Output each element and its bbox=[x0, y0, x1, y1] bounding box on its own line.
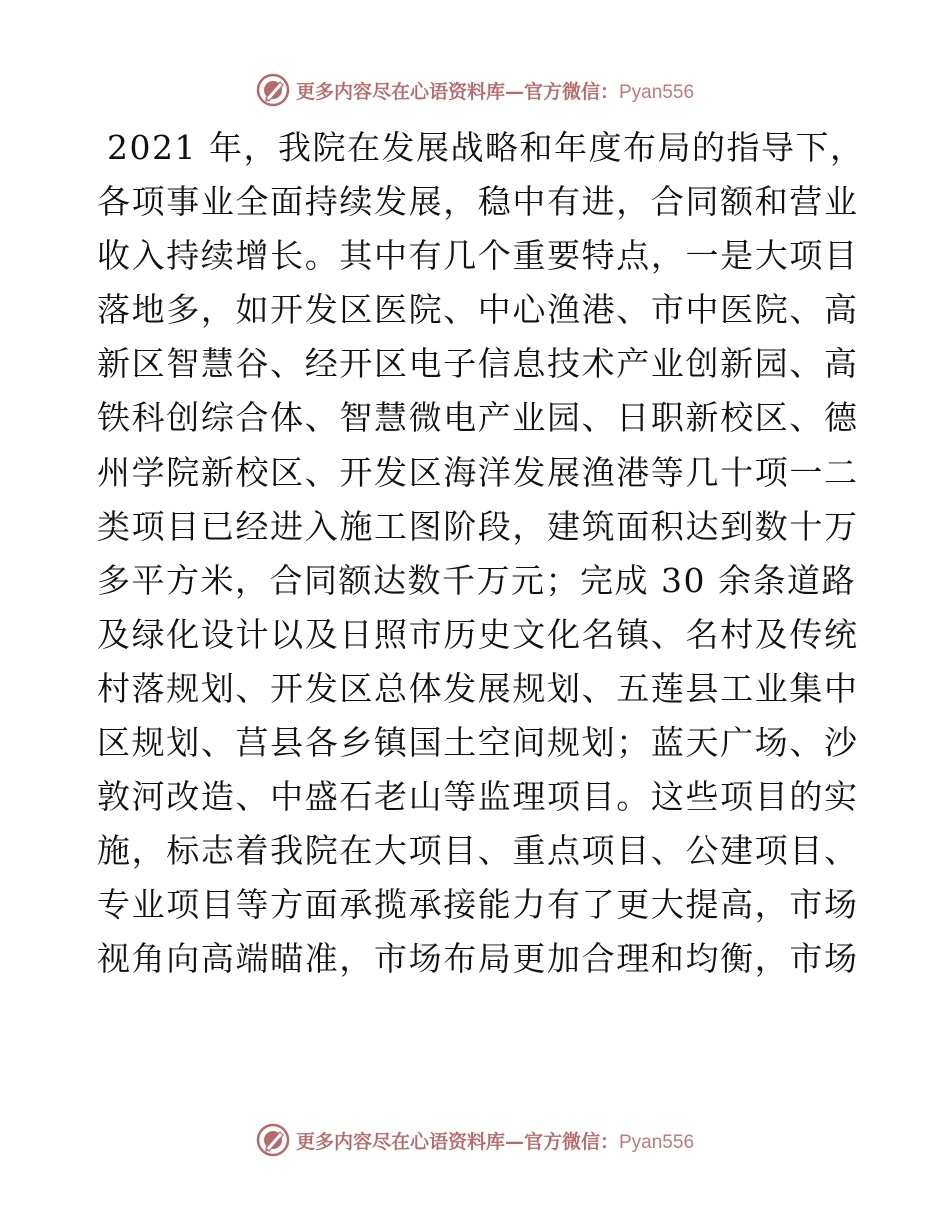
body-line: 新区智慧谷、经开区电子信息技术产业创新园、高 bbox=[97, 344, 857, 384]
body-line: 区规划、莒县各乡镇国土空间规划；蓝天广场、沙 bbox=[97, 723, 857, 763]
body-line: 施，标志着我院在大项目、重点项目、公建项目、 bbox=[97, 831, 857, 871]
body-line: 收入持续增长。其中有几个重要特点，一是大项目 bbox=[97, 236, 857, 276]
header-banner-wechat-id: Pyan556 bbox=[619, 81, 695, 103]
body-line: 村落规划、开发区总体发展规划、五莲县工业集中 bbox=[97, 668, 857, 708]
body-line: 铁科创综合体、智慧微电产业园、日职新校区、德 bbox=[97, 398, 857, 438]
footer-banner-label: 更多内容尽在心语资料库—官方微信： bbox=[295, 1130, 619, 1153]
header-banner-text bbox=[296, 77, 694, 104]
body-line: 各项事业全面持续发展，稳中有进，合同额和营业 bbox=[97, 182, 857, 222]
body-line: 视角向高端瞄准，市场布局更加合理和均衡，市场 bbox=[97, 939, 857, 979]
body-line: 2021 年，我院在发展战略和年度布局的指导下， bbox=[107, 128, 865, 167]
pen-logo-icon bbox=[256, 73, 290, 107]
body-line: 专业项目等方面承揽承接能力有了更大提高，市场 bbox=[97, 885, 857, 925]
document-body bbox=[97, 121, 865, 987]
body-line: 多平方米，合同额达数千万元；完成 30 余条道路 bbox=[97, 560, 856, 600]
header-banner-label: 更多内容尽在心语资料库—官方微信： bbox=[295, 80, 619, 103]
body-line: 州学院新校区、开发区海洋发展渔港等几十项一二 bbox=[97, 452, 857, 492]
footer-banner-text bbox=[296, 1127, 694, 1154]
header-banner-content bbox=[256, 73, 694, 107]
body-line: 落地多，如开发区医院、中心渔港、市中医院、高 bbox=[97, 290, 857, 330]
body-line: 类项目已经进入施工图阶段，建筑面积达到数十万 bbox=[97, 506, 857, 546]
footer-banner-wechat-id: Pyan556 bbox=[619, 1131, 695, 1153]
footer-banner-content bbox=[256, 1123, 694, 1157]
header-banner bbox=[0, 70, 950, 110]
footer-banner bbox=[0, 1120, 950, 1160]
body-line: 敦河改造、中盛石老山等监理项目。这些项目的实 bbox=[97, 777, 857, 817]
body-line: 及绿化设计以及日照市历史文化名镇、名村及传统 bbox=[97, 614, 857, 654]
pen-logo-icon bbox=[256, 1123, 290, 1157]
